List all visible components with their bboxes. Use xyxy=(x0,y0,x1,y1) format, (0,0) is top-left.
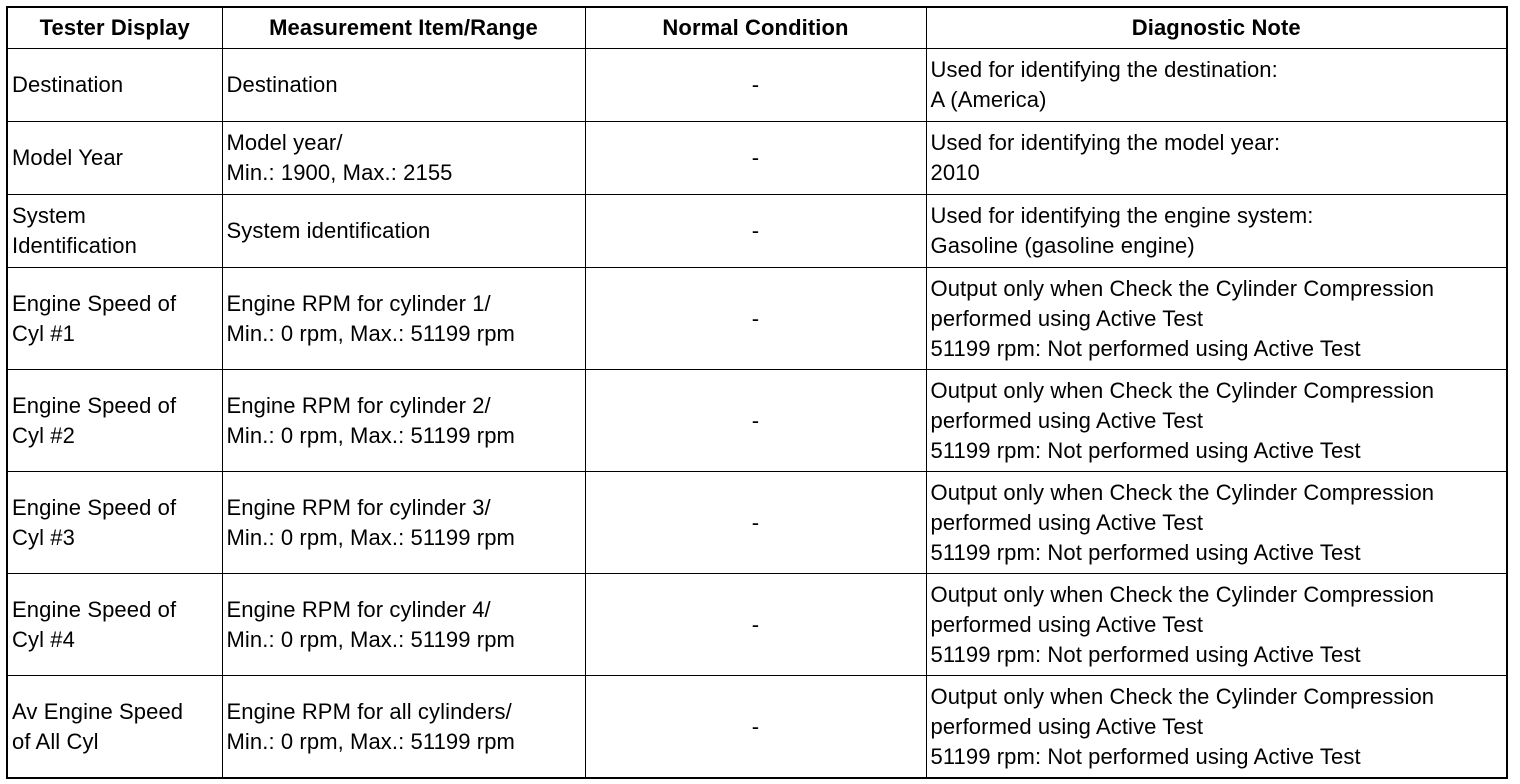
diagnostic-note-cell: Output only when Check the Cylinder Compression performed using Active Test 51199 rpm: Not performed using Active Test xyxy=(926,676,1507,779)
measurement-cell: System identification xyxy=(222,195,585,268)
normal-condition-cell: - xyxy=(585,122,926,195)
table-row xyxy=(7,370,1507,472)
tester-display-cell: Destination xyxy=(7,49,222,122)
table-row xyxy=(7,122,1507,195)
normal-condition-cell: - xyxy=(585,268,926,370)
diagnostic-note-cell: Output only when Check the Cylinder Compression performed using Active Test 51199 rpm: Not performed using Active Test xyxy=(926,574,1507,676)
tester-display-cell: System Identification xyxy=(7,195,222,268)
header-tester-display: Tester Display xyxy=(7,7,222,49)
tester-display-cell: Engine Speed of Cyl #1 xyxy=(7,268,222,370)
tester-display-cell: Engine Speed of Cyl #2 xyxy=(7,370,222,472)
tester-display-cell: Model Year xyxy=(7,122,222,195)
header-normal-condition: Normal Condition xyxy=(585,7,926,49)
diagnostic-note-cell: Output only when Check the Cylinder Compression performed using Active Test 51199 rpm: Not performed using Active Test xyxy=(926,472,1507,574)
measurement-cell: Engine RPM for cylinder 3/ Min.: 0 rpm, Max.: 51199 rpm xyxy=(222,472,585,574)
diagnostic-note-cell: Used for identifying the engine system: Gasoline (gasoline engine) xyxy=(926,195,1507,268)
normal-condition-cell: - xyxy=(585,370,926,472)
table-row xyxy=(7,574,1507,676)
table-row xyxy=(7,472,1507,574)
normal-condition-cell: - xyxy=(585,195,926,268)
measurement-cell: Engine RPM for all cylinders/ Min.: 0 rpm, Max.: 51199 rpm xyxy=(222,676,585,779)
tester-display-cell: Engine Speed of Cyl #4 xyxy=(7,574,222,676)
table-row xyxy=(7,268,1507,370)
normal-condition-cell: - xyxy=(585,574,926,676)
table-row xyxy=(7,49,1507,122)
data-list-table xyxy=(6,6,1508,779)
measurement-cell: Engine RPM for cylinder 1/ Min.: 0 rpm, Max.: 51199 rpm xyxy=(222,268,585,370)
header-diagnostic-note: Diagnostic Note xyxy=(926,7,1507,49)
measurement-cell: Engine RPM for cylinder 4/ Min.: 0 rpm, Max.: 51199 rpm xyxy=(222,574,585,676)
diagnostic-note-cell: Used for identifying the model year: 2010 xyxy=(926,122,1507,195)
diagnostic-note-cell: Output only when Check the Cylinder Compression performed using Active Test 51199 rpm: Not performed using Active Test xyxy=(926,370,1507,472)
normal-condition-cell: - xyxy=(585,676,926,779)
normal-condition-cell: - xyxy=(585,49,926,122)
table-row xyxy=(7,676,1507,779)
table-row xyxy=(7,195,1507,268)
measurement-cell: Engine RPM for cylinder 2/ Min.: 0 rpm, Max.: 51199 rpm xyxy=(222,370,585,472)
header-measurement-item-range: Measurement Item/Range xyxy=(222,7,585,49)
diagnostic-note-cell: Output only when Check the Cylinder Compression performed using Active Test 51199 rpm: Not performed using Active Test xyxy=(926,268,1507,370)
measurement-cell: Destination xyxy=(222,49,585,122)
diagnostic-note-cell: Used for identifying the destination: A (America) xyxy=(926,49,1507,122)
normal-condition-cell: - xyxy=(585,472,926,574)
measurement-cell: Model year/ Min.: 1900, Max.: 2155 xyxy=(222,122,585,195)
tester-display-cell: Av Engine Speed of All Cyl xyxy=(7,676,222,779)
table-header-row xyxy=(7,7,1507,49)
data-list-table-container xyxy=(6,6,1508,779)
tester-display-cell: Engine Speed of Cyl #3 xyxy=(7,472,222,574)
